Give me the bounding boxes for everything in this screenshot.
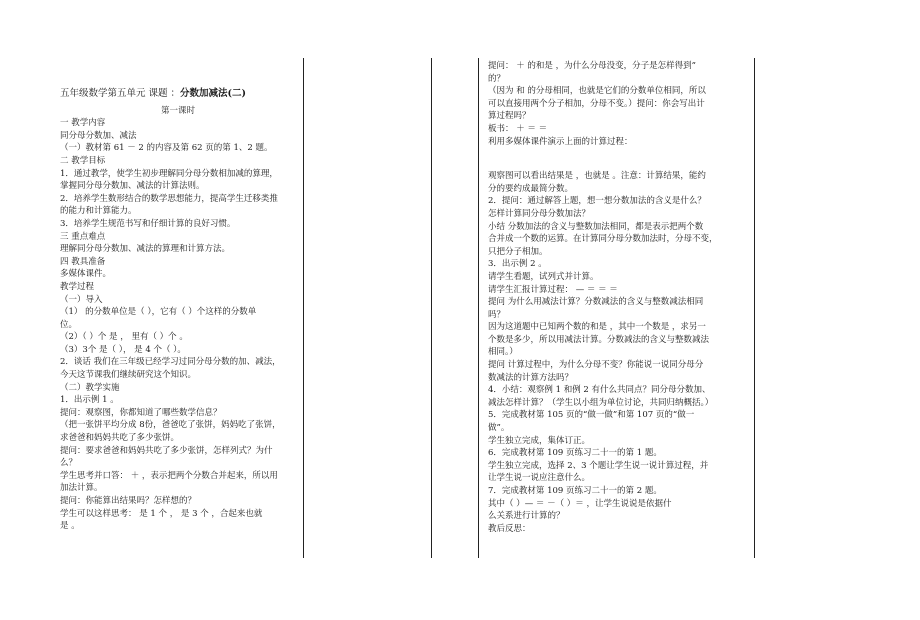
text-line: 其中（ ）— ＝ －（ ）＝ ，让学生说说是依据什 bbox=[488, 498, 672, 509]
text-line: 1．出示例 1 。 bbox=[60, 395, 119, 406]
text-line: 学生可以这样思考： 是 1 个 ， 是 3 个 ，合起来也就 bbox=[60, 508, 263, 519]
lesson-subtitle: 第一课时 bbox=[160, 105, 195, 116]
right-body-top bbox=[488, 60, 738, 148]
right-column bbox=[488, 60, 738, 535]
text-line: 算过程吗？ bbox=[488, 111, 531, 122]
text-line: （一）导入 bbox=[60, 294, 103, 305]
text-line: 掌握同分母分数加、减法的计算法则。 bbox=[60, 181, 205, 192]
text-line: 2．培养学生数形结合的数学思想能力，提高学生迁移类推 bbox=[60, 193, 278, 204]
text-line: 是 。 bbox=[60, 521, 80, 532]
text-line: （因为 和 的分母相同，也就是它们的分数单位相同，所以 bbox=[488, 86, 706, 97]
text-line: 的能力和计算能力。 bbox=[60, 206, 137, 217]
text-line: 多媒体课件。 bbox=[60, 269, 112, 280]
text-line: 请学生汇报计算过程： — ＝ ＝ ＝ bbox=[488, 284, 618, 295]
text-line: 小结 分数加法的含义与整数加法相同，都是表示把两个数 bbox=[488, 221, 704, 232]
title-prefix: 五年级数学第五单元 课题 ： bbox=[60, 88, 181, 99]
text-line: 个数是多少，所以用减法计算。分数减法的含义与整数减法 bbox=[488, 334, 710, 345]
text-line: 5．完成教材第 105 页的“做一做”和第 107 页的“做一 bbox=[488, 410, 695, 421]
text-line: 3．培养学生规范书写和仔细计算的良好习惯。 bbox=[60, 218, 236, 229]
right-body-bottom bbox=[488, 170, 738, 535]
animation-placeholder bbox=[488, 148, 738, 170]
text-line: 4．小结：观察例 1 和例 2 有什么共同点？同分母分数加、 bbox=[488, 385, 711, 396]
text-line: 三 重点难点 bbox=[60, 231, 106, 242]
text-line: 可以直接用两个分子相加，分母不变。）提问：你会写出计 bbox=[488, 98, 705, 109]
text-line: 求爸爸和妈妈共吃了多少张饼。 bbox=[60, 433, 180, 444]
text-line: 2．谈话 我们在三年级已经学习过同分母分数的加、减法， bbox=[60, 357, 281, 368]
text-line: 提问 计算过程中，为什么分母不变？你能说一说同分母分 bbox=[488, 360, 704, 371]
text-line: （一）教材第 61 － 2 的内容及第 62 页的第 1、2 题。 bbox=[60, 143, 273, 154]
text-line: 请学生看题，试列式并计算。 bbox=[488, 271, 599, 282]
text-line: （把一张饼平均分成 8份，爸爸吃了张饼，妈妈吃了张饼， bbox=[60, 420, 281, 431]
text-line: 同分母分数加、减法 bbox=[60, 130, 137, 141]
left-vertical-rule bbox=[303, 58, 304, 558]
text-line: 数减法的计算方法吗？ bbox=[488, 372, 574, 383]
text-line: 合并成一个数的运算。在计算同分母分数加法时，分母不变， bbox=[488, 234, 718, 245]
text-line: 吗？ bbox=[488, 309, 506, 320]
text-line: 6．完成教材第 109 页练习二十一的第 1 题。 bbox=[488, 448, 662, 459]
title-topic: 分数加减法(二) bbox=[180, 88, 247, 99]
text-line: 提问：要求爸爸和妈妈共吃了多少张饼，怎样列式？为什 bbox=[60, 445, 273, 456]
text-line: 学生独立完成，集体订正。 bbox=[488, 435, 591, 446]
text-line: 相同。） bbox=[488, 347, 518, 358]
text-line: 二 教学目标 bbox=[60, 155, 106, 166]
text-line: 教后反思： bbox=[488, 523, 531, 534]
text-line: 3．出示例 2 。 bbox=[488, 259, 547, 270]
text-line: （3）3个 是（ ）， 是 4 个（ ）。 bbox=[60, 344, 186, 355]
text-line: 么关系进行计算的？ bbox=[488, 511, 565, 522]
text-line: 减法怎样计算？（学生以小组为单位讨论，共同归纳概括。） bbox=[488, 397, 714, 408]
text-line: 7．完成教材第 109 页练习二十一的第 2 题。 bbox=[488, 486, 662, 496]
text-line: （2）（ ）个 是 ， 里有（ ）个 。 bbox=[60, 332, 188, 343]
lesson-title bbox=[60, 88, 296, 101]
text-line: 位。 bbox=[60, 319, 78, 330]
text-line: 提问：观察图，你都知道了哪些数学信息？ bbox=[60, 407, 222, 418]
text-line: 学生思考并口答： ＋ ，表示把两个分数合并起来，所以用 bbox=[60, 470, 278, 481]
center-right-vertical-rule bbox=[478, 58, 479, 558]
text-line: 分的要约成最简分数。 bbox=[488, 183, 574, 194]
text-line: 1．通过教学，使学生初步理解同分母分数相加减的算理， bbox=[60, 168, 278, 179]
text-line: 只把分子相加。 bbox=[488, 246, 548, 257]
text-line: 因为这道题中已知两个数的和是 ，其中一个数是 ，求另一 bbox=[488, 322, 706, 333]
text-line: 教学过程 bbox=[60, 281, 95, 292]
text-line: 提问： ＋ 的和是 ，为什么分母没变，分子是怎样得到” bbox=[488, 61, 696, 71]
text-line: 怎样计算同分母分数加法？ bbox=[488, 208, 591, 219]
text-line: （1） 的分数单位是（ ），它有（ ）个这样的分数单 bbox=[60, 307, 257, 318]
text-line: （二）教学实施 bbox=[60, 382, 120, 393]
text-line: 加法计算。 bbox=[60, 483, 103, 494]
text-line: 学生独立完成，选择 2、3 个题让学生说一说计算过程，并 bbox=[488, 460, 709, 471]
text-line: 么？ bbox=[60, 458, 78, 469]
text-line: 让学生说一说应注意什么。 bbox=[488, 473, 591, 484]
text-line: 做”。 bbox=[488, 423, 510, 434]
text-line: 利用多媒体课件演示上面的计算过程： bbox=[488, 136, 633, 147]
text-line: 观察图可以看出结果是 ，也就是 。注意：计算结果，能约 bbox=[488, 171, 706, 182]
text-line: 理解同分母分数加、减法的算理和计算方法。 bbox=[60, 244, 231, 255]
left-body bbox=[60, 117, 296, 533]
text-line: 今天这节课我们继续研究这个知识。 bbox=[60, 370, 197, 381]
text-line: 四 教具准备 bbox=[60, 256, 106, 267]
right-vertical-rule bbox=[754, 58, 755, 558]
text-line: 提问 为什么用减法计算？分数减法的含义与整数减法相同 bbox=[488, 297, 704, 308]
text-line: 的？ bbox=[488, 73, 506, 84]
text-line: 提问：你能算出结果吗？怎样想的？ bbox=[60, 496, 197, 506]
text-line: 板书： ＋ ＝ ＝ bbox=[488, 123, 548, 134]
left-column bbox=[60, 88, 296, 533]
text-line: 2．提问：通过解答上题，想一想分数加法的含义是什么？ bbox=[488, 196, 706, 207]
text-line: 一 教学内容 bbox=[60, 118, 106, 129]
center-left-vertical-rule bbox=[431, 58, 432, 558]
